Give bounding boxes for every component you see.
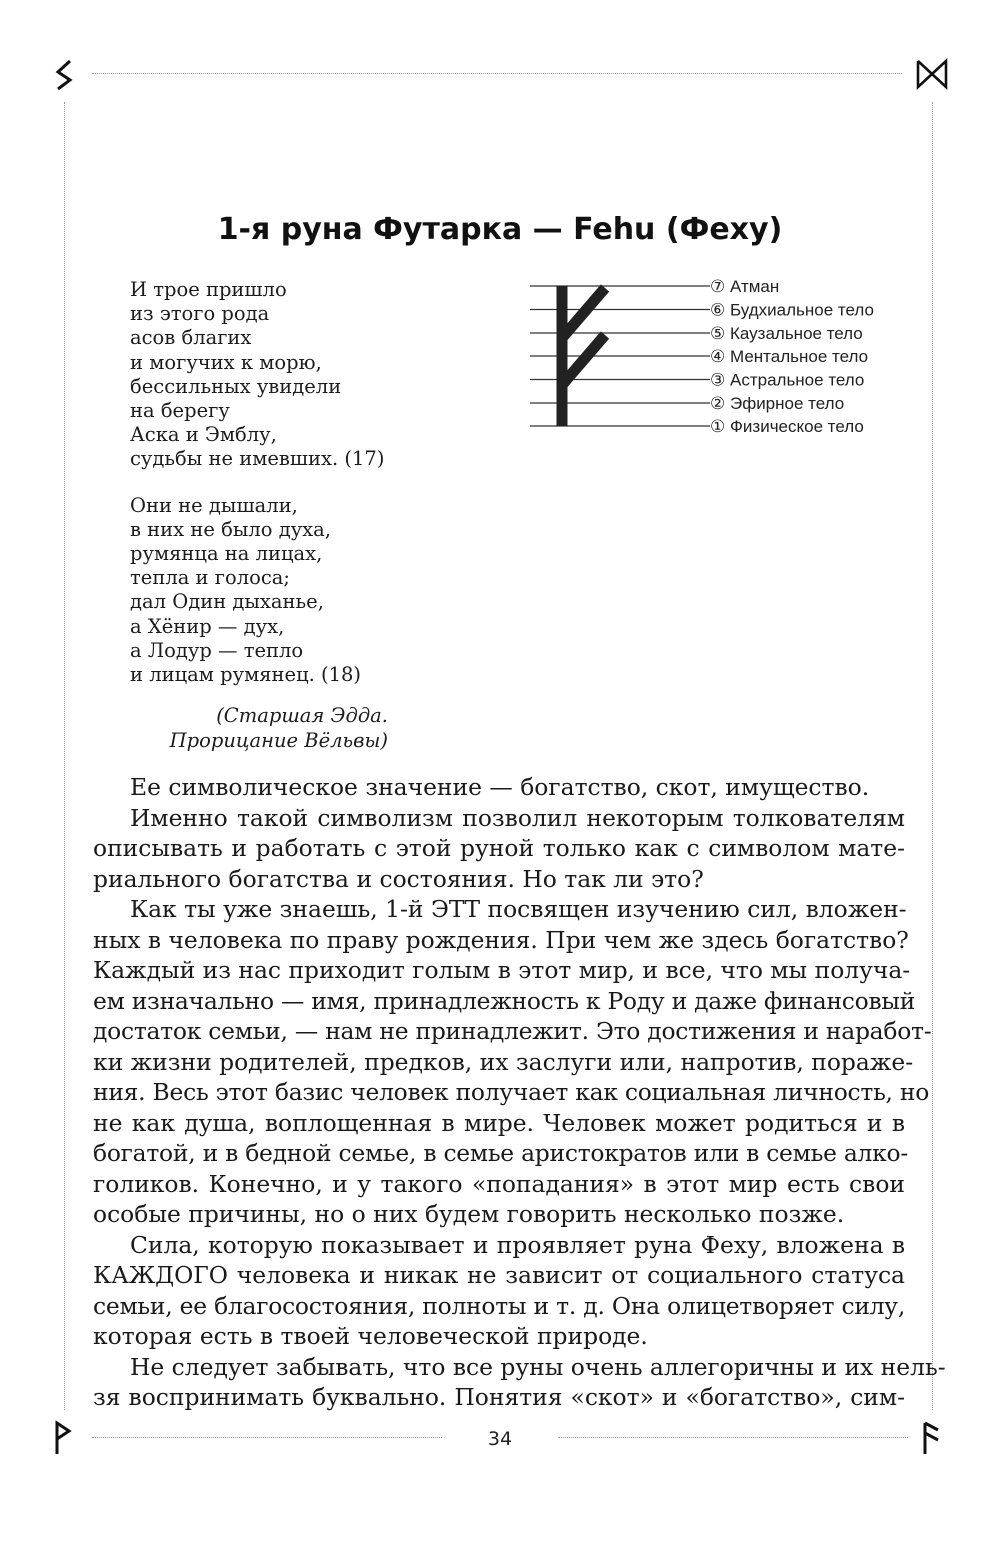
paragraph-line: не как душа, воплощенная в мире. Человек может родиться и в [93, 1108, 905, 1137]
paragraph-line: голиков. Конечно, и у такого «попадания» в этот мир есть свои [93, 1169, 905, 1198]
paragraph-line: ния. Весь этот базис человек получает как социальная личность, но [93, 1078, 930, 1106]
paragraph-line: особые причины, но о них будем говорить несколько позже. [93, 1200, 845, 1228]
layer-label-2: ② Эфирное тело [710, 394, 845, 413]
poem-line: Они не дышали, [130, 493, 298, 517]
layer-label-4: ④ Ментальное тело [710, 347, 869, 366]
paragraph-line: описывать и работать с этой руной только как с символом мате- [93, 834, 905, 862]
paragraph-line: богатой, и в бедной семье, в семье аристократов или в семье алко- [93, 1139, 909, 1167]
poem-line: а Лодур — тепло [130, 638, 304, 662]
header-rule [92, 73, 902, 74]
paragraph-line: ки жизни родителей, предков, их заслуги или, напротив, пораже- [93, 1047, 914, 1076]
body-text [93, 772, 946, 1413]
ansuz-rune-icon [920, 1420, 944, 1456]
layer-label-6: ⑥ Будхиальное тело [710, 300, 874, 320]
paragraph-line: риального богатства и состояния. Но так ли это? [93, 864, 704, 893]
layer-label-3: ③ Астральное тело [710, 370, 865, 390]
paragraph-line: которая есть в твоей человеческой природе. [93, 1322, 648, 1350]
poem-line: Аска и Эмблу, [130, 423, 277, 447]
paragraph-line: зя воспринимать буквально. Понятия «скот» и «богатство», сим- [93, 1383, 905, 1411]
paragraph-line: Как ты уже знаешь, 1-й ЭТТ посвящен изучению сил, вложен- [130, 895, 907, 923]
footer-rule-left [92, 1437, 442, 1438]
paragraph-line: Именно такой символизм позволил некоторым толкователям [130, 803, 905, 832]
poem-epigraph [130, 278, 460, 687]
paragraph-line: ем изначально — имя, принадлежность к Роду и даже финансовый [93, 986, 916, 1015]
page-number: 34 [487, 1428, 513, 1450]
poem-line: бессильных увидели [130, 374, 342, 398]
poem-line: асов благих [130, 326, 252, 350]
layer-labels [710, 277, 874, 436]
layer-label-5: ⑤ Каузальное тело [710, 324, 863, 343]
source-line: Прорицание Вёльвы) [169, 728, 388, 752]
poem-line: и могучих к морю, [130, 350, 322, 374]
paragraph-line: Сила, которую показывает и проявляет руна Феху, вложена в [130, 1230, 905, 1259]
frame-right-rule [932, 102, 933, 1410]
poem-line: румянца на лицах, [130, 542, 323, 566]
poem-line: тепла и голоса; [130, 566, 290, 590]
paragraph-line: семьи, ее благосостояния, полноты и т. д. Она олицетворяет силу, [93, 1291, 905, 1320]
paragraph-line: Не следует забывать, что все руны очень аллегоричны и их нель- [130, 1352, 946, 1381]
paragraph-line: ных в человека по праву рождения. При чем же здесь богатство? [93, 925, 909, 954]
footer-rule-right [558, 1437, 908, 1438]
poem-line: на берегу [130, 399, 230, 423]
poem-line: дал Один дыханье, [130, 590, 324, 614]
poem-stanza-2 [130, 494, 460, 688]
paragraph-line: достаток семьи, — нам не принадлежит. Это достижения и наработ- [93, 1017, 932, 1045]
sowilo-rune-icon [52, 58, 76, 92]
paragraph-line: КАЖДОГО человека и никак не зависит от социального статуса [93, 1261, 905, 1289]
poem-line: И трое пришло [130, 278, 287, 301]
layer-label-1: ① Физическое тело [710, 417, 864, 436]
fehu-rune-diagram [525, 270, 925, 440]
frame-left-rule [64, 102, 65, 1410]
wunjo-rune-icon [52, 1420, 76, 1456]
paragraph-line: Каждый из нас приходит голым в этот мир, и все, что мы получа- [93, 956, 911, 984]
source-line: (Старшая Эдда. [216, 704, 388, 727]
poem-line: а Хёнир — дух, [130, 614, 285, 638]
dagaz-rune-icon [915, 58, 949, 90]
poem-line: судьбы не имевших. (17) [130, 447, 385, 471]
poem-source [130, 704, 388, 753]
poem-line: из этого рода [130, 302, 270, 326]
poem-line: в них не было духа, [130, 517, 331, 541]
paragraph-line: Ее символическое значение — богатство, скот, имущество. [130, 773, 870, 801]
layer-label-7: ⑦ Атман [710, 277, 780, 296]
poem-stanza-1 [130, 278, 460, 472]
poem-line: и лицам румянец. (18) [130, 663, 362, 687]
page-title: 1-я руна Футарка — Fehu (Феху) [217, 212, 783, 247]
